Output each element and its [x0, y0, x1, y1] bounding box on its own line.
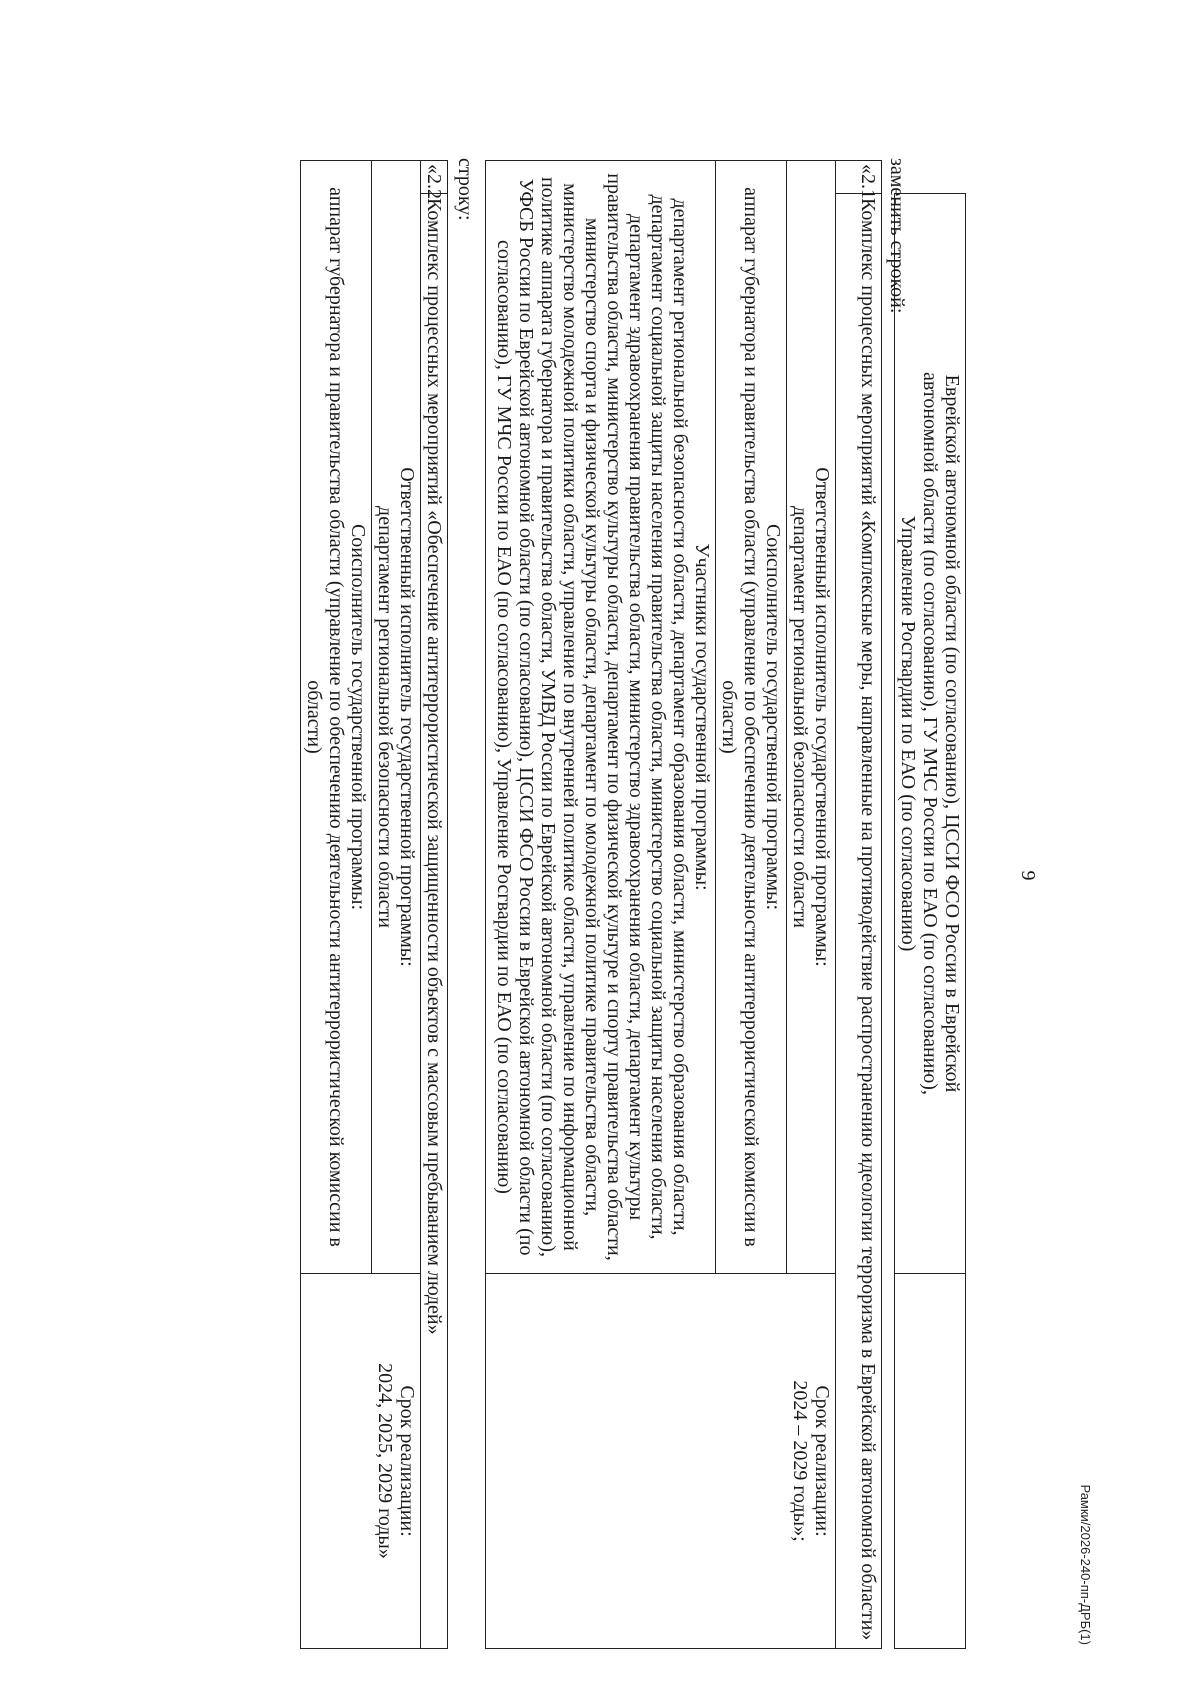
responsible-value: департамент региональной безопасности области	[374, 506, 396, 928]
term-cell	[486, 1274, 836, 1649]
row-title: Комплекс процессных мероприятий «Обеспечение антитеррористической защищенности объектов с массовым пребыванием людей»	[421, 194, 448, 1649]
term-value: 2024, 2025, 2029 годы»	[374, 1363, 396, 1559]
term-cell	[301, 1274, 421, 1649]
row-number: «2.2	[421, 161, 448, 194]
row-title: Комплекс процессных мероприятий «Комплексные меры, направленные на противодействие распространению идеологии терроризма в Еврейской автономной области»	[836, 194, 882, 1649]
rotated-page	[94, 98, 1094, 1653]
row-2-1-table	[485, 160, 882, 1649]
responsible-cell	[372, 161, 421, 1274]
page-number: 9	[1017, 870, 1039, 881]
document-code: Рамки/2026-240-пп-ДРБ(1)	[1078, 1484, 1093, 1645]
row-caption: строку:	[454, 158, 476, 221]
continuation-cell	[895, 194, 966, 1274]
responsible-cell	[787, 161, 836, 1274]
continuation-empty-cell	[895, 1274, 966, 1649]
coexecutor-cell	[301, 161, 372, 1274]
participants-label: Участники государственной программы:	[691, 543, 713, 891]
continuation-line: Еврейской автономной области (по согласованию), ЦССИ ФСО России в Еврейской	[941, 374, 963, 1093]
row-2-2-table	[300, 160, 448, 1649]
coexecutor-label: Соисполнитель государственной программы:	[347, 523, 369, 911]
participants-value: департамент региональной безопасности области, департамент образования области, министерство образования области, департамент социальной защиты населения правительства области, министерство социальной защиты населения области, департамент здравоохранения правительства области, министерство здравоохранения области, департамент культуры правительства области, министерство культуры области, департамент по физической культуре и спорту правительства области, министерство спорта и физической культуры области, департамент по молодежной политике правительства области, министерство молодежной политики области, управление по внутренней политике области, управление по информационной политике аппарата губернатора и правительства области, УМВД России по Еврейской автономной области (по согласованию), УФСБ России по Еврейской автономной области (по согласованию), ЦССИ ФСО России в Еврейской автономной области (по согласованию), ГУ МЧС России по ЕАО (по согласованию), Управление Росгвардии по ЕАО (по согласованию)	[493, 173, 691, 1261]
continuation-table	[894, 193, 966, 1649]
participants-cell	[486, 161, 716, 1274]
continuation-line: автономной области (по согласованию), ГУ МЧС России по ЕАО (по согласованию),	[919, 372, 941, 1095]
term-label: Срок реализации:	[811, 1385, 833, 1537]
coexecutor-label: Соисполнитель государственной программы:	[762, 523, 784, 911]
coexecutor-cell	[716, 161, 787, 1274]
term-label: Срок реализации:	[396, 1385, 418, 1537]
coexecutor-value: аппарат губернатора и правительства области (управление по обеспечению деятельности антитеррористической комиссии в области)	[303, 187, 347, 1247]
term-value: 2024 – 2029 годы»;	[789, 1380, 811, 1542]
continuation-line: Управление Росгвардии по ЕАО (по согласованию)	[897, 515, 919, 952]
responsible-label: Ответственный исполнитель государственной программы:	[396, 467, 418, 967]
responsible-label: Ответственный исполнитель государственной программы:	[811, 467, 833, 967]
responsible-value: департамент региональной безопасности области	[789, 506, 811, 928]
coexecutor-value: аппарат губернатора и правительства области (управление по обеспечению деятельности антитеррористической комиссии в области)	[718, 187, 762, 1247]
replace-caption: заменить строкой:	[886, 158, 908, 314]
row-number: «2.1	[836, 161, 882, 194]
